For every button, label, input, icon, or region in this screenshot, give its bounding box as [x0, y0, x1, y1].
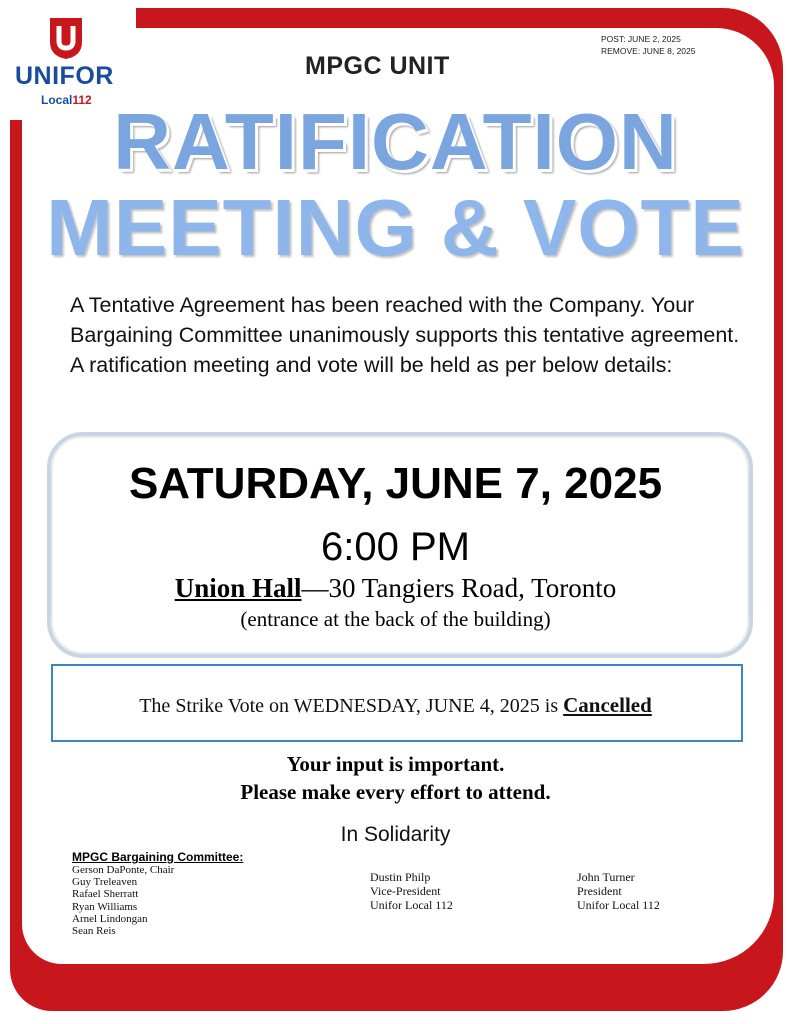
post-date: POST: JUNE 2, 2025 [601, 34, 681, 44]
committee-member: Rafael Sherratt [72, 888, 139, 901]
logo-wordmark: UNIFOR [15, 62, 114, 90]
signature-title: President [577, 884, 622, 898]
event-place-name: Union Hall [174, 573, 302, 603]
committee-member: Gerson DaPonte, Chair [72, 864, 175, 876]
signature-name: John Turner [577, 870, 635, 884]
posting-dates [601, 33, 695, 57]
strike-vote-status: Cancelled [563, 693, 652, 717]
event-date: SATURDAY, JUNE 7, 2025 [128, 459, 663, 508]
committee-member: Arnel Lindongan [72, 912, 148, 925]
event-place-address: —30 Tangiers Road, Toronto [301, 573, 617, 603]
logo-local-prefix: Local [41, 93, 73, 107]
event-time: 6:00 PM [321, 525, 470, 569]
signature-vice-president [370, 870, 453, 912]
event-place [0, 573, 791, 604]
appeal-line-2: Please make every effort to attend. [240, 780, 551, 804]
unifor-shield-icon [48, 16, 84, 60]
committee-member: Sean Reis [72, 925, 116, 938]
signature-president [577, 870, 660, 912]
committee-heading: MPGC Bargaining Committee: [72, 850, 244, 864]
remove-date: REMOVE: JUNE 8, 2025 [601, 46, 696, 56]
headline-line-2: MEETING & VOTE [46, 183, 745, 272]
event-entrance-note: (entrance at the back of the building) [240, 607, 551, 631]
appeal-line-1: Your input is important. [286, 752, 505, 776]
signature-name: Dustin Philp [370, 870, 431, 884]
signature-org: Unifor Local 112 [370, 898, 453, 912]
unit-title: MPGC UNIT [305, 52, 450, 80]
committee-member-list [72, 864, 174, 937]
strike-vote-text: The Strike Vote on WEDNESDAY, JUNE 4, 2025 is [139, 695, 559, 717]
intro-paragraph: A Tentative Agreement has been reached with the Company. Your Bargaining Committee unanimously supports this tentative agreement. A ratification meeting and vote will be held as per below details: [70, 293, 740, 377]
committee-member: Guy Treleaven [72, 876, 138, 889]
committee-member: Ryan Williams [72, 900, 138, 913]
closing-salutation: In Solidarity [340, 823, 451, 846]
strike-vote-notice [0, 693, 791, 718]
signature-org: Unifor Local 112 [577, 898, 660, 912]
headline-line-1: RATIFICATION [113, 97, 678, 186]
signature-title: Vice-President [370, 884, 441, 898]
logo-local-number: 112 [72, 93, 92, 107]
